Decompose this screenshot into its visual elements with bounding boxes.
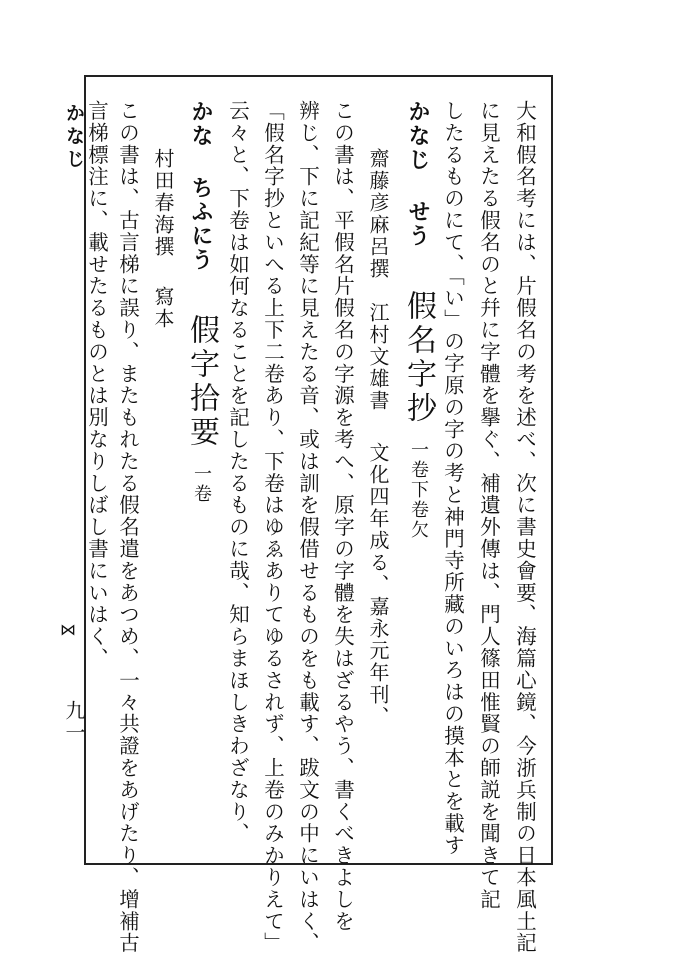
body-line: 言梯標注に、載せたるものとは別なりしばし書にいはく、: [84, 100, 109, 670]
entry-title: 假字拾要: [184, 314, 219, 450]
body-line: 云々と、下卷は如何なることを記したるものに哉、知らまほしきわざなり、: [225, 100, 250, 845]
body-line: 辨じ、下に記紀等に見えたる音、或は訓を假借せるものをも載す、跋文の中にいはく、: [295, 100, 320, 954]
entry-reading: かなじ せう: [405, 100, 431, 248]
entry-author: 村田春海撰: [151, 148, 175, 258]
body-line: に見えたる假名のと幷に字體を擧ぐ、補遺外傳は、門人篠田惟賢の師説を聞きて記: [476, 100, 501, 911]
entry-volume: 一卷下卷欠: [408, 440, 429, 540]
body-line: この書は、平假名片假名の字源を考へ、原字の字體を失はざるやう、書くべきよしを: [330, 100, 355, 933]
entry-title: 假名字抄: [401, 290, 436, 426]
body-line: この書は、古言梯に誤り、またもれたる假名遣をあつめ、一々共證をあげたり、增補古: [115, 100, 140, 954]
entry-author: 齋藤彦麻呂撰: [366, 148, 390, 280]
entry-preface: 江村文雄書: [366, 302, 390, 412]
body-line: 大和假名考には、片假名の考を述べ、次に書史會要、海篇心鏡、今浙兵制の日本風土記: [512, 100, 537, 954]
entry-volume: 一卷: [191, 464, 212, 504]
entry-reading: かな ちふにう: [188, 100, 214, 272]
page-mark: ⋈: [60, 620, 76, 639]
body-line: 「假名字抄といへる上下二卷あり、下卷はゆゑありてゆるされず、上卷のみかりえて」: [260, 100, 285, 954]
running-head: かなじ: [63, 103, 85, 172]
entry-date: 文化四年成る、嘉永元年刊、: [366, 442, 390, 728]
entry-author-line: [368, 148, 388, 728]
entry-title-line: [184, 100, 219, 504]
entry-author-line: [153, 148, 173, 330]
page-number: 九一: [62, 700, 86, 744]
entry-note: 寫本: [151, 286, 175, 330]
entry-title-line: [401, 100, 436, 540]
body-line: したるものにて、「い」の字原の字の考と神門寺所藏のいろはの摸本とを載す: [440, 100, 465, 857]
